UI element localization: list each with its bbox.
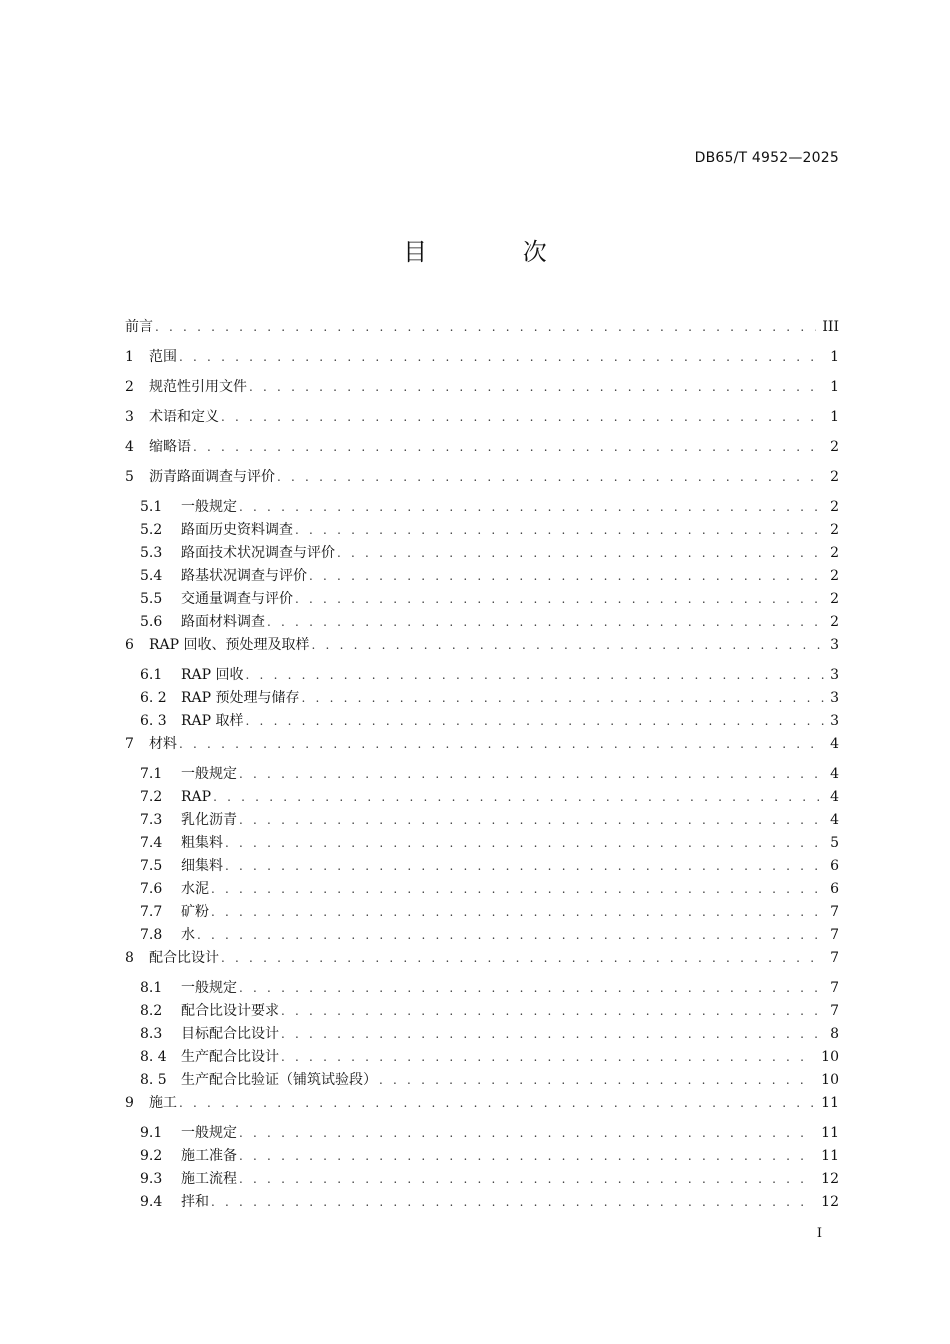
toc-leader-dots xyxy=(221,406,824,428)
toc-entry-page: 2 xyxy=(830,614,839,630)
toc-entry-title: 路面材料调查 xyxy=(181,614,265,630)
toc-entry-title: 施工准备 xyxy=(181,1148,237,1164)
toc-entry-page: 7 xyxy=(830,980,839,996)
toc-entry[interactable] xyxy=(125,687,839,710)
toc-entry[interactable] xyxy=(125,406,839,436)
toc-entry-page: 3 xyxy=(830,690,839,706)
toc-entry-title: 水泥 xyxy=(181,881,209,897)
toc-entry-page: 4 xyxy=(830,766,839,782)
toc-entry-page: 2 xyxy=(830,568,839,584)
toc-entry-title: 路面技术状况调查与评价 xyxy=(181,545,335,561)
toc-leader-dots xyxy=(309,565,824,587)
toc-entry[interactable] xyxy=(125,611,839,634)
toc-entry-number: 9 xyxy=(125,1095,134,1111)
toc-entry-number: 8.3 xyxy=(140,1026,163,1042)
toc-entry-page: 7 xyxy=(830,1003,839,1019)
toc-entry[interactable] xyxy=(125,1069,839,1092)
toc-entry-number: 7.4 xyxy=(140,835,163,851)
toc-entry-title: 规范性引用文件 xyxy=(149,379,247,395)
toc-entry-title: 粗集料 xyxy=(181,835,223,851)
toc-leader-dots xyxy=(211,878,824,900)
toc-entry-page: 2 xyxy=(830,469,839,485)
toc-entry-number: 7.2 xyxy=(140,789,163,805)
toc-leader-dots xyxy=(295,519,824,541)
toc-leader-dots xyxy=(379,1069,815,1091)
toc-leader-dots xyxy=(179,346,824,368)
toc-entry[interactable] xyxy=(125,436,839,466)
toc-entry[interactable] xyxy=(125,733,839,763)
toc-entry-title: RAP 回收、预处理及取样 xyxy=(149,637,310,653)
toc-entry[interactable] xyxy=(125,542,839,565)
toc-entry[interactable] xyxy=(125,316,839,346)
toc-entry[interactable] xyxy=(125,1046,839,1069)
toc-leader-dots xyxy=(213,786,824,808)
toc-entry[interactable] xyxy=(125,763,839,786)
toc-entry-page: 11 xyxy=(821,1148,839,1164)
toc-entry[interactable] xyxy=(125,519,839,542)
toc-entry-number: 9.1 xyxy=(140,1125,163,1141)
toc-leader-dots xyxy=(246,710,825,732)
toc-entry-page: III xyxy=(822,319,839,335)
toc-leader-dots xyxy=(155,316,816,338)
toc-entry-page: 12 xyxy=(821,1194,839,1210)
toc-entry-title: 沥青路面调查与评价 xyxy=(149,469,275,485)
toc-entry[interactable] xyxy=(125,664,839,687)
toc-entry-title: 施工 xyxy=(149,1095,177,1111)
toc-entry[interactable] xyxy=(125,977,839,1000)
toc-title: 目 次 xyxy=(403,238,591,266)
toc-leader-dots xyxy=(239,809,824,831)
toc-entry[interactable] xyxy=(125,1168,839,1191)
toc-entry-title: 施工流程 xyxy=(181,1171,237,1187)
toc-leader-dots xyxy=(239,496,824,518)
toc-leader-dots xyxy=(225,832,824,854)
toc-leader-dots xyxy=(249,376,824,398)
toc-entry-title: 范围 xyxy=(149,349,177,365)
toc-entry[interactable] xyxy=(125,1191,839,1214)
toc-entry-page: 8 xyxy=(830,1026,839,1042)
toc-entry-number: 5.6 xyxy=(140,614,163,630)
toc-entry-number: 7.5 xyxy=(140,858,163,874)
toc-leader-dots xyxy=(239,1168,815,1190)
toc-entry-number: 8.1 xyxy=(140,980,163,996)
toc-entry-title: RAP 预处理与储存 xyxy=(181,690,300,706)
toc-entry-page: 2 xyxy=(830,522,839,538)
toc-entry-page: 2 xyxy=(830,591,839,607)
toc-entry-title: 路基状况调查与评价 xyxy=(181,568,307,584)
toc-entry-number: 1 xyxy=(125,349,134,365)
toc-leader-dots xyxy=(277,466,824,488)
toc-entry-number: 6.1 xyxy=(140,667,163,683)
toc-entry-title: RAP 回收 xyxy=(181,667,244,683)
toc-leader-dots xyxy=(239,763,824,785)
toc-entry[interactable] xyxy=(125,496,839,519)
toc-leader-dots xyxy=(246,664,825,686)
toc-entry-page: 12 xyxy=(821,1171,839,1187)
toc-entry-page: 7 xyxy=(830,927,839,943)
toc-entry-page: 1 xyxy=(830,379,839,395)
toc-entry-title: 乳化沥青 xyxy=(181,812,237,828)
toc-entry-title: RAP 取样 xyxy=(181,713,244,729)
toc-leader-dots xyxy=(221,947,824,969)
toc-entry-number: 8 xyxy=(125,950,134,966)
toc-entry-page: 7 xyxy=(830,904,839,920)
toc-leader-dots xyxy=(281,1046,815,1068)
toc-leader-dots xyxy=(179,1092,815,1114)
toc-entry-page: 4 xyxy=(830,736,839,752)
toc-leader-dots xyxy=(312,634,825,656)
toc-entry[interactable] xyxy=(125,855,839,878)
toc-leader-dots xyxy=(337,542,824,564)
toc-entry-number: 6 xyxy=(125,637,134,653)
toc-entry-number: 2 xyxy=(125,379,134,395)
toc-entry[interactable] xyxy=(125,346,839,376)
toc-entry-page: 2 xyxy=(830,545,839,561)
toc-entry-page: 11 xyxy=(821,1125,839,1141)
toc-leader-dots xyxy=(295,588,824,610)
toc-entry[interactable] xyxy=(125,901,839,924)
toc-entry-page: 1 xyxy=(830,409,839,425)
table-of-contents xyxy=(125,316,839,1214)
toc-entry-number: 7.7 xyxy=(140,904,163,920)
toc-entry[interactable] xyxy=(125,832,839,855)
toc-entry-number: 5.1 xyxy=(140,499,163,515)
toc-entry-title: 矿粉 xyxy=(181,904,209,920)
toc-entry-page: 4 xyxy=(830,812,839,828)
toc-entry-title: 配合比设计 xyxy=(149,950,219,966)
toc-leader-dots xyxy=(179,733,824,755)
toc-entry[interactable] xyxy=(125,1092,839,1122)
toc-entry-number: 9.3 xyxy=(140,1171,163,1187)
toc-entry-title: 交通量调查与评价 xyxy=(181,591,293,607)
toc-entry-number: 6. 2 xyxy=(140,690,167,706)
toc-entry-number: 5.2 xyxy=(140,522,163,538)
toc-entry[interactable] xyxy=(125,878,839,901)
toc-entry-number: 9.4 xyxy=(140,1194,163,1210)
toc-entry-page: 10 xyxy=(821,1072,839,1088)
page-number: I xyxy=(816,1226,822,1241)
toc-entry[interactable] xyxy=(125,947,839,977)
toc-leader-dots xyxy=(239,977,824,999)
toc-entry[interactable] xyxy=(125,924,839,947)
toc-entry-page: 11 xyxy=(821,1095,839,1111)
toc-entry-number: 7.6 xyxy=(140,881,163,897)
toc-entry-number: 5.3 xyxy=(140,545,163,561)
toc-entry[interactable] xyxy=(125,710,839,733)
toc-entry-title: 目标配合比设计 xyxy=(181,1026,279,1042)
toc-entry-title: 一般规定 xyxy=(181,766,237,782)
toc-entry-title: 一般规定 xyxy=(181,499,237,515)
toc-entry[interactable] xyxy=(125,588,839,611)
toc-entry-number: 5 xyxy=(125,469,134,485)
toc-entry-title: 生产配合比验证（铺筑试验段） xyxy=(181,1072,377,1088)
toc-entry[interactable] xyxy=(125,565,839,588)
toc-entry-number: 7 xyxy=(125,736,134,752)
toc-entry-title: 路面历史资料调查 xyxy=(181,522,293,538)
toc-leader-dots xyxy=(225,855,824,877)
toc-leader-dots xyxy=(211,901,824,923)
toc-entry-number: 3 xyxy=(125,409,134,425)
document-code: DB65/T 4952—2025 xyxy=(694,150,839,166)
toc-entry-page: 2 xyxy=(830,439,839,455)
toc-entry-number: 6. 3 xyxy=(140,713,167,729)
toc-entry-number: 9.2 xyxy=(140,1148,163,1164)
toc-entry-number: 7.8 xyxy=(140,927,163,943)
toc-entry[interactable] xyxy=(125,1000,839,1023)
toc-entry-page: 3 xyxy=(830,637,839,653)
toc-entry-number: 7.1 xyxy=(140,766,163,782)
toc-entry-page: 6 xyxy=(830,858,839,874)
toc-leader-dots xyxy=(239,1122,815,1144)
toc-entry[interactable] xyxy=(125,466,839,496)
toc-entry[interactable] xyxy=(125,1122,839,1145)
toc-entry-title: 缩略语 xyxy=(149,439,191,455)
toc-entry-page: 5 xyxy=(830,835,839,851)
toc-entry[interactable] xyxy=(125,809,839,832)
toc-entry-title: 生产配合比设计 xyxy=(181,1049,279,1065)
toc-entry-number: 5.4 xyxy=(140,568,163,584)
toc-entry-title: 一般规定 xyxy=(181,980,237,996)
toc-entry-title: 拌和 xyxy=(181,1194,209,1210)
toc-entry-title: RAP xyxy=(181,789,212,805)
toc-leader-dots xyxy=(211,1191,815,1213)
toc-entry-title: 细集料 xyxy=(181,858,223,874)
toc-entry-page: 1 xyxy=(830,349,839,365)
toc-leader-dots xyxy=(197,924,824,946)
toc-entry-title: 前言 xyxy=(125,319,153,335)
toc-entry-number: 5.5 xyxy=(140,591,163,607)
toc-leader-dots xyxy=(193,436,824,458)
toc-entry[interactable] xyxy=(125,376,839,406)
toc-entry-title: 术语和定义 xyxy=(149,409,219,425)
toc-entry-title: 材料 xyxy=(149,736,177,752)
toc-entry-number: 4 xyxy=(125,439,134,455)
toc-entry-title: 一般规定 xyxy=(181,1125,237,1141)
toc-entry-number: 8.2 xyxy=(140,1003,163,1019)
toc-entry-page: 2 xyxy=(830,499,839,515)
toc-entry-title: 配合比设计要求 xyxy=(181,1003,279,1019)
toc-entry-page: 6 xyxy=(830,881,839,897)
toc-entry[interactable] xyxy=(125,786,839,809)
toc-entry-page: 10 xyxy=(821,1049,839,1065)
toc-leader-dots xyxy=(239,1145,815,1167)
toc-entry-page: 7 xyxy=(830,950,839,966)
toc-entry-number: 8. 5 xyxy=(140,1072,167,1088)
toc-entry-number: 7.3 xyxy=(140,812,163,828)
toc-entry[interactable] xyxy=(125,1145,839,1168)
toc-leader-dots xyxy=(302,687,825,709)
toc-entry-title: 水 xyxy=(181,927,195,943)
toc-entry-number: 8. 4 xyxy=(140,1049,167,1065)
toc-entry[interactable] xyxy=(125,1023,839,1046)
toc-entry-page: 3 xyxy=(830,667,839,683)
toc-entry-page: 3 xyxy=(830,713,839,729)
toc-leader-dots xyxy=(281,1023,824,1045)
toc-entry[interactable] xyxy=(125,634,839,664)
toc-entry-page: 4 xyxy=(830,789,839,805)
toc-leader-dots xyxy=(281,1000,824,1022)
toc-leader-dots xyxy=(267,611,824,633)
